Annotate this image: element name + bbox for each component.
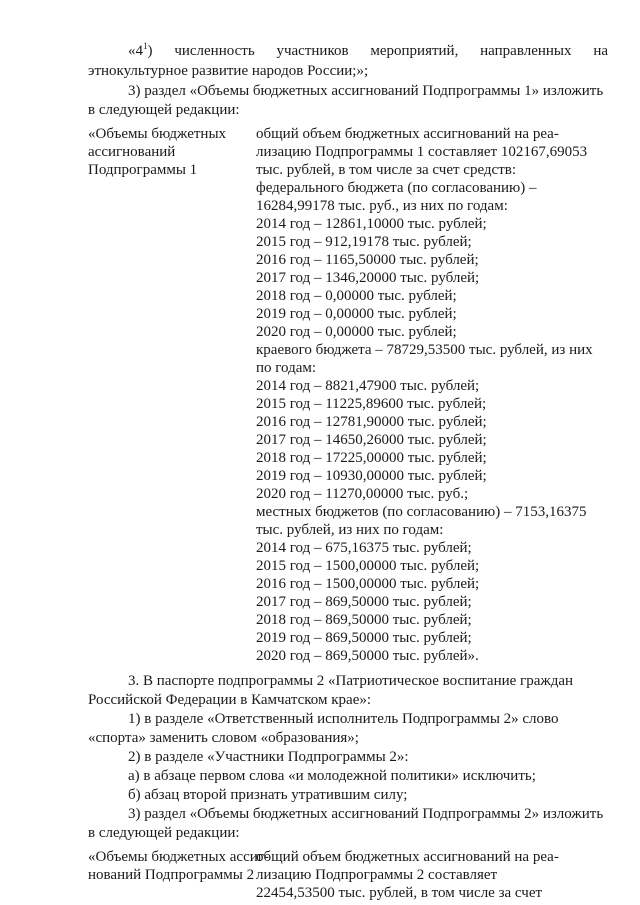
table1-right-line: 2019 год – 869,50000 тыс. рублей; xyxy=(256,630,472,646)
table1-right-line: 2016 год – 1165,50000 тыс. рублей; xyxy=(256,252,479,268)
item-3-line1: 3) раздел «Объемы бюджетных ассигнований Подпрограммы 1» изложить xyxy=(128,83,604,99)
table1-right-line: 2017 год – 1346,20000 тыс. рублей; xyxy=(256,270,480,286)
table1-right-line: местных бюджетов (по согласованию) – 7153,16375 xyxy=(256,504,587,520)
table1-right-line: краевого бюджета – 78729,53500 тыс. рублей, из них xyxy=(256,342,593,358)
section3-line: 3. В паспорте подпрограммы 2 «Патриотическое воспитание граждан xyxy=(128,673,574,689)
table1-right-line: 2015 год – 912,19178 тыс. рублей; xyxy=(256,234,472,250)
section3-line: 1) в разделе «Ответственный исполнитель Подпрограммы 2» слово xyxy=(128,711,559,727)
table1-right-line: 2014 год – 12861,10000 тыс. рублей; xyxy=(256,216,487,232)
item-4-1-line1 xyxy=(128,42,608,60)
table1-right-line: 16284,99178 тыс. руб., из них по годам: xyxy=(256,198,508,214)
item-4-1-word: направленных xyxy=(480,43,572,59)
table1-right-line: 2020 год – 11270,00000 тыс. руб.; xyxy=(256,486,469,502)
section3-line: а) в абзаце первом слова «и молодежной политики» исключить; xyxy=(128,768,536,784)
table1-right-line: 2020 год – 869,50000 тыс. рублей». xyxy=(256,648,479,664)
item-4-1-word: мероприятий, xyxy=(370,43,459,59)
table1-right-line: 2016 год – 1500,00000 тыс. рублей; xyxy=(256,576,480,592)
table1-right-line: по годам: xyxy=(256,360,317,376)
section3-line: «спорта» заменить словом «образования»; xyxy=(88,730,359,746)
table2-left-line: «Объемы бюджетных ассиг- xyxy=(88,849,269,865)
section3-line: Российской Федерации в Камчатском крае»: xyxy=(88,692,372,708)
section3-line: 3) раздел «Объемы бюджетных ассигнований Подпрограммы 2» изложить xyxy=(128,806,604,822)
item-4-1-line2: этнокультурное развитие народов России;»; xyxy=(88,63,369,79)
table1-right-line: 2018 год – 869,50000 тыс. рублей; xyxy=(256,612,472,628)
table1-right-line: 2019 год – 0,00000 тыс. рублей; xyxy=(256,306,457,322)
table1-right-line: лизацию Подпрограммы 1 составляет 102167,69053 xyxy=(256,144,588,160)
table1-right-line: тыс. рублей, в том числе за счет средств: xyxy=(256,162,517,178)
section3-line: б) абзац второй признать утратившим силу; xyxy=(128,787,408,803)
table1-right-line: 2016 год – 12781,90000 тыс. рублей; xyxy=(256,414,487,430)
table2-right-line: 22454,53500 тыс. рублей, в том числе за счет xyxy=(256,885,543,901)
table1-right-line: 2018 год – 0,00000 тыс. рублей; xyxy=(256,288,457,304)
table1-right-line: 2015 год – 1500,00000 тыс. рублей; xyxy=(256,558,480,574)
table1-right-line: 2018 год – 17225,00000 тыс. рублей; xyxy=(256,450,487,466)
item-4-1-number: «$4^1$) xyxy=(128,41,153,59)
item-4-1-word: на xyxy=(593,43,608,59)
table1-right-line: 2014 год – 675,16375 тыс. рублей; xyxy=(256,540,472,556)
table1-left-line: Подпрограммы 1 xyxy=(88,162,198,178)
item-4-1-word: численность xyxy=(174,43,255,59)
table1-right-line: 2019 год – 10930,00000 тыс. рублей; xyxy=(256,468,487,484)
table1-right-line: общий объем бюджетных ассигнований на реа- xyxy=(256,126,559,142)
item-4-1-word: участников xyxy=(276,43,349,59)
table1-right-line: тыс. рублей, из них по годам: xyxy=(256,522,444,538)
table1-right-line: федерального бюджета (по согласованию) – xyxy=(256,180,537,196)
table1-left-line: «Объемы бюджетных xyxy=(88,126,227,142)
table1-right-line: 2020 год – 0,00000 тыс. рублей; xyxy=(256,324,457,340)
table2-right-line: общий объем бюджетных ассигнований на реа- xyxy=(256,849,559,865)
table1-right-line: 2017 год – 14650,26000 тыс. рублей; xyxy=(256,432,487,448)
table2-left-line: нований Подпрограммы 2 xyxy=(88,867,255,883)
table1-right-line: 2014 год – 8821,47900 тыс. рублей; xyxy=(256,378,480,394)
table2-right-line: лизацию Подпрограммы 2 составляет xyxy=(256,867,498,883)
item-3-line2: в следующей редакции: xyxy=(88,102,240,118)
section3-line: 2) в разделе «Участники Подпрограммы 2»: xyxy=(128,749,409,765)
table1-right-line: 2015 год – 11225,89600 тыс. рублей; xyxy=(256,396,487,412)
section3-line: в следующей редакции: xyxy=(88,825,240,841)
table1-right-line: 2017 год – 869,50000 тыс. рублей; xyxy=(256,594,472,610)
table1-left-line: ассигнований xyxy=(88,144,176,160)
